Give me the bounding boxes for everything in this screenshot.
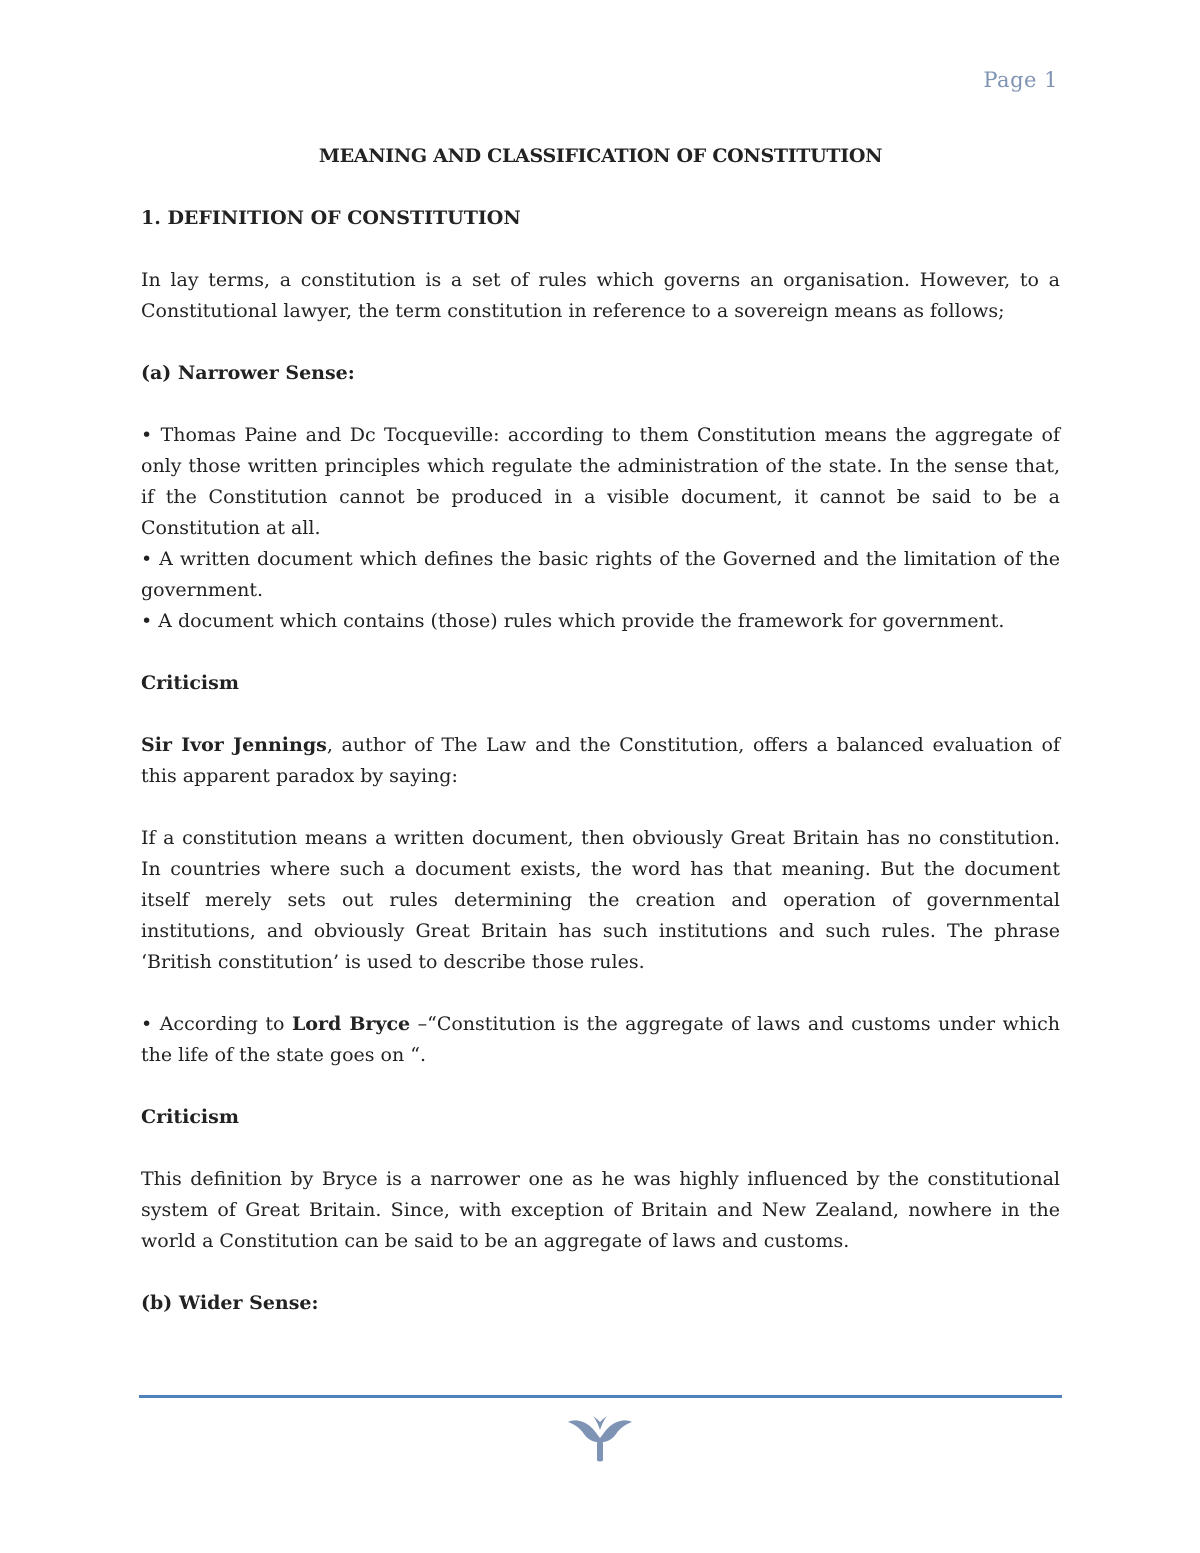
document-body	[141, 141, 1060, 1350]
subheading-narrower-sense: (a) Narrower Sense:	[141, 362, 355, 384]
narrower-sense-list	[141, 420, 1060, 637]
footer-divider	[139, 1395, 1062, 1398]
bryce-name: Lord Bryce	[291, 1013, 411, 1035]
jennings-quote: If a constitution means a written document, then obviously Great Britain has no constitution. In countries where such a document exists, the word has that meaning. But the document itself merely sets out rules determining the creation and operation of governmental institutions, and obviously Great Britain has such institutions and such rules. The phrase ‘British constitution’ is used to describe those rules.	[141, 827, 1060, 973]
criticism-heading: Criticism	[141, 672, 239, 694]
list-item: • Thomas Paine and Dc Tocqueville: according to them Constitution means the aggregate of only those written principles which regulate the administration of the state. In the sense that, if the Constitution cannot be produced in a visible document, it cannot be said to be a Constitution at all.	[141, 424, 1060, 539]
jennings-name: Sir Ivor Jennings	[141, 734, 327, 756]
fleur-ornament-icon	[566, 1412, 634, 1464]
list-item: • A document which contains (those) rules which provide the framework for government.	[141, 610, 1005, 632]
section-heading-definition: 1. DEFINITION OF CONSTITUTION	[141, 207, 521, 229]
bryce-text: –“Constitution is the aggregate of laws and customs under which the life of the state goes on “.	[141, 1013, 1060, 1066]
criticism-heading: Criticism	[141, 1106, 239, 1128]
subheading-wider-sense: (b) Wider Sense:	[141, 1292, 319, 1314]
jennings-paragraph	[141, 730, 1060, 792]
document-title: MEANING AND CLASSIFICATION OF CONSTITUTION	[318, 145, 883, 167]
bryce-criticism-paragraph: This definition by Bryce is a narrower one as he was highly influenced by the constitutional system of Great Britain. Since, with exception of Britain and New Zealand, nowhere in the world a Constitution can be said to be an aggregate of laws and customs.	[141, 1168, 1060, 1252]
intro-paragraph: In lay terms, a constitution is a set of rules which governs an organisation. However, to a Constitutional lawyer, the term constitution in reference to a sovereign means as follows;	[141, 269, 1060, 322]
bryce-paragraph	[141, 1009, 1060, 1071]
bryce-prefix: • According to	[141, 1013, 292, 1035]
page-number: Page 1	[983, 68, 1058, 92]
jennings-text: , author of The Law and the Constitution, offers a balanced evaluation of this apparent paradox by saying:	[141, 734, 1061, 787]
list-item: • A written document which defines the basic rights of the Governed and the limitation of the government.	[141, 548, 1060, 601]
